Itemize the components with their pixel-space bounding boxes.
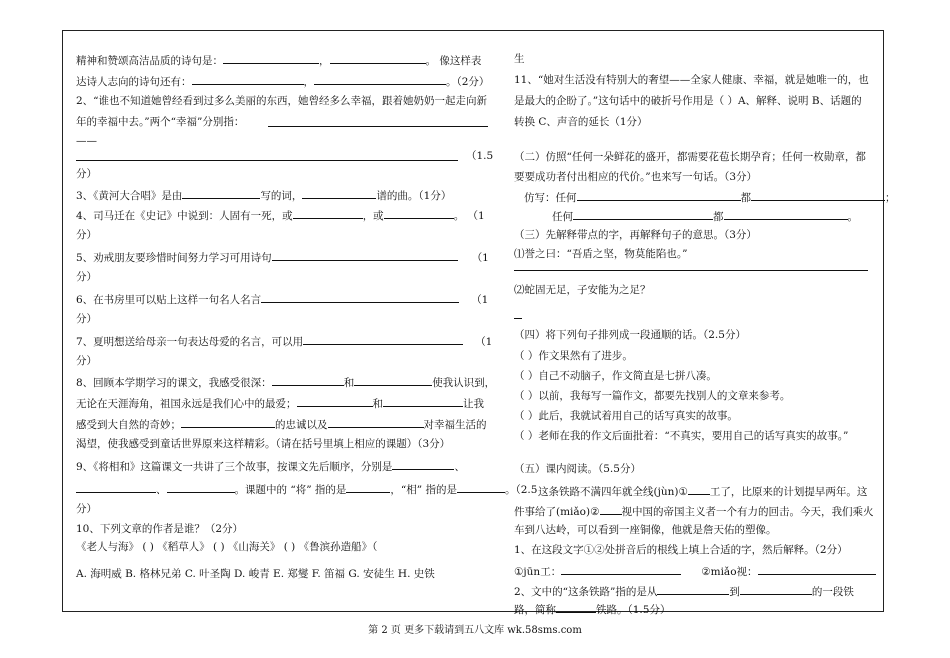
blank[interactable]: [297, 395, 373, 407]
q1-line2: 达诗人志向的诗句还有： ， 。（2分）: [76, 73, 489, 89]
q10-options: A. 海明威 B. 格林兄弟 C. 叶圣陶 D. 峻青 E. 郑燮 F. 笛福 G. 安徒生 H. 史铁: [76, 568, 435, 580]
blank[interactable]: [167, 481, 235, 493]
blank[interactable]: [302, 187, 376, 199]
sec2-line2: 要要成功者付出相应的代价。”也来写一句话。（3分）: [514, 171, 758, 183]
sec5-q1-answers: ①jūn工： ②miǎo视：: [514, 563, 876, 579]
blank[interactable]: [223, 52, 319, 64]
sec5-q2-line2: 路，简称 铁路。（1.5分）: [514, 601, 670, 617]
dash: ——: [76, 135, 97, 147]
passage-line1: 这条铁路不满四年就全线(jùn)① 工了，比原来的计划提早两年。这: [538, 483, 867, 499]
q2-line2: 年的幸福中去。”两个“幸福”分别指：: [76, 116, 245, 128]
sec3-sentence1: ⑴誉之曰：“吾盾之坚，物莫能陷也。”: [514, 248, 688, 260]
q8-line4: 渴望，使我感受到童话世界原来这样精彩。（请在括号里填上相应的课题）（3分）: [76, 438, 451, 450]
sec4-item: （ ）此后，我就试着用自己的话写真实的故事。: [514, 410, 738, 422]
blank[interactable]: [577, 189, 741, 201]
score: 分）: [76, 313, 97, 325]
score: 分）: [76, 271, 97, 283]
sec5-q1: 1、在这段文字①②处拼音后的根线上填上合适的字，然后解释。（2分）: [514, 544, 848, 556]
blank[interactable]: [600, 503, 622, 515]
blank[interactable]: [740, 583, 812, 595]
passage-line3: 车到八达岭，可以看到一座铜像，他就是詹天佑的塑像。: [514, 524, 777, 536]
score: 分）: [76, 229, 97, 241]
blank-line[interactable]: [514, 270, 868, 271]
blank[interactable]: [561, 563, 681, 575]
blank[interactable]: [314, 73, 446, 85]
blank[interactable]: [272, 374, 344, 386]
q7: 7、夏明想送给母亲一句表达母爱的名言，可以用 （1: [76, 333, 492, 349]
blank[interactable]: [751, 189, 885, 201]
q11-line1: 11、“她对生活没有特别大的奢望——全家人健康、幸福，就是她唯一的，也: [514, 74, 869, 86]
q2-line1: 2、“谁也不知道她曾经看到过多么美丽的东西，她曾经多么幸福，跟着她奶奶一起走向新: [76, 95, 488, 107]
score: 分）: [76, 355, 97, 367]
q10-title: 10、下列文章的作者是谁？（2分）: [76, 523, 244, 535]
score: 分）: [76, 168, 97, 180]
blank[interactable]: [181, 416, 275, 428]
blank[interactable]: [192, 73, 304, 85]
q10-items: 《老人与海》 ( ) 《稻草人》 ( ) 《山海关》 ( ) 《鲁滨孙造船》（: [76, 541, 378, 553]
blank[interactable]: [758, 563, 876, 575]
sec4-item: （ ）以前，我每写一篇作文，都要先找别人的文章来参考。: [514, 390, 791, 402]
blank[interactable]: [303, 333, 463, 345]
sec5-q2-line1: 2、文中的“这条铁路”指的是从 到 的一段铁: [514, 583, 854, 599]
sec4-item: （ ）自己不动脑子，作文简直是七拼八凑。: [514, 370, 717, 382]
blank[interactable]: [573, 208, 713, 220]
blank[interactable]: [293, 207, 363, 219]
sec4-item: （ ）作文果然有了进步。: [514, 350, 633, 362]
blank[interactable]: [724, 208, 848, 220]
q9-line2: 、 。课题中的 “将” 指的是 ，“相” 指的是 。（2.5: [76, 481, 537, 497]
blank[interactable]: [688, 483, 710, 495]
q11-line3: 转换 C、声音的延长（1分）: [514, 116, 648, 128]
sec4-title: （四）将下列句子排列成一段通顺的话。（2.5分）: [514, 329, 746, 341]
blank-line[interactable]: [514, 318, 522, 319]
blank[interactable]: [330, 52, 426, 64]
q5: 5、劝戒朋友要珍惜时间努力学习可用诗句 （1: [76, 249, 489, 265]
q8-line1: 8、回顾本学期学习的课文，我感受很深： 和 使我认识到，: [76, 374, 495, 390]
blank[interactable]: [182, 187, 260, 199]
imitate-1: 仿写：任何 都 ；: [524, 189, 896, 205]
q11-line2: 是最大的企盼了。”这句话中的破折号作用是（ ）A、解释、说明 B、话题的: [514, 95, 862, 107]
blank[interactable]: [272, 249, 458, 261]
blank[interactable]: [383, 395, 463, 407]
q8-line2: 无论在天涯海角，祖国永远是我们心中的最爱； 和 让我: [76, 395, 484, 411]
passage-line2: 件事给了(miǎo)② 视中国的帝国主义者一个有力的回击。今天，我们乘火: [514, 503, 874, 519]
blank[interactable]: [556, 601, 596, 613]
q1-line1: 精神和赞颂高洁品质的诗句是： ， 。 像这样表: [76, 52, 481, 68]
blank-line[interactable]: [268, 126, 488, 127]
q8-line3: 感受到大自然的奇妙； 的忠诚以及 对幸福生活的: [76, 416, 487, 432]
blank[interactable]: [76, 481, 156, 493]
q6: 6、在书房里可以贴上这样一句名人名言 （1: [76, 291, 488, 307]
blank[interactable]: [384, 207, 454, 219]
blank[interactable]: [346, 481, 390, 493]
score: （1.5: [466, 150, 494, 162]
blank[interactable]: [657, 583, 729, 595]
score: 分）: [76, 503, 97, 515]
blank[interactable]: [261, 291, 459, 303]
imitate-2: 任何 都 。: [552, 208, 858, 224]
blank-line[interactable]: [76, 160, 458, 161]
page-footer: 第 2 页 更多下载请到五八文库 wk.58sms.com: [368, 625, 582, 636]
blank[interactable]: [392, 458, 454, 470]
blank[interactable]: [328, 416, 424, 428]
blank[interactable]: [457, 481, 505, 493]
sec4-item: （ ）老师在我的作文后面批着：“不真实，要用自己的话写真实的故事。”: [514, 430, 849, 442]
sec3-title: （三）先解释带点的字，再解释句子的意思。（3分）: [514, 229, 757, 241]
carry-over: 生: [514, 53, 525, 65]
blank[interactable]: [354, 374, 432, 386]
sec2-line1: （二）仿照“任何一朵鲜花的盛开，都需要花苞长期孕育；任何一枚勋章，都: [514, 151, 866, 163]
q4: 4、司马迁在《史记》中说到：人固有一死，或 ，或 。 （1: [76, 207, 485, 223]
sec3-sentence2: ⑵蛇固无足，子安能为之足？: [514, 284, 651, 296]
q9-line1: 9、《将相和》这篇课文一共讲了三个故事，按课文先后顺序，分别是 、: [76, 458, 465, 474]
sec5-title: （五）课内阅读。（5.5分）: [514, 463, 641, 475]
q3: 3、《黄河大合唱》是由 写的词， 谱的曲。（1分）: [76, 187, 451, 203]
